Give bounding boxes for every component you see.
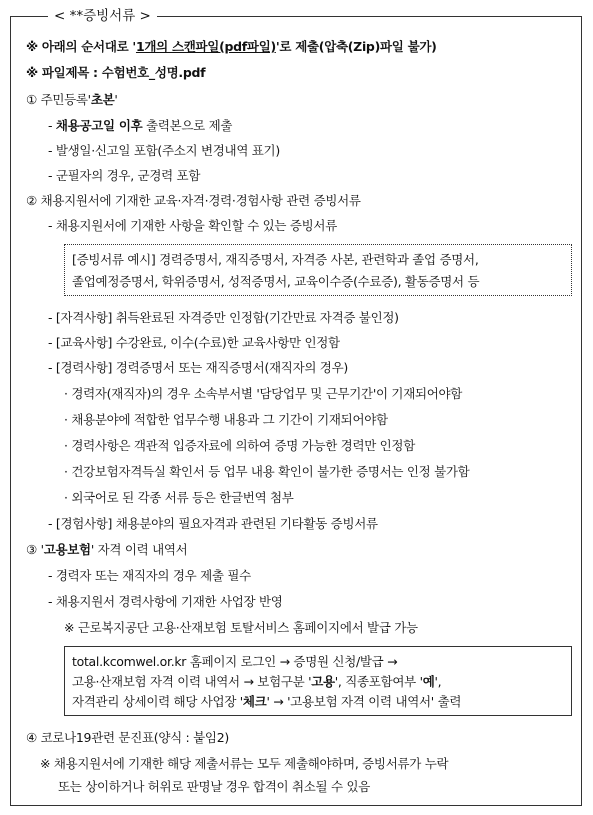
section-2-item-education: - [교육사항] 수강완료, 이수(수료)한 교육사항만 인정함 (48, 335, 340, 350)
section-3-item-1: - 경력자 또는 재직자의 경우 제출 필수 (48, 568, 251, 583)
section-3-item-2: - 채용지원서 경력사항에 기재한 사업장 반영 (48, 594, 283, 609)
career-sub-2: · 채용분야에 적합한 업무수행 내용과 그 기간이 기재되어야함 (64, 412, 388, 427)
career-sub-5: · 외국어로 된 각종 서류 등은 한글번역 첨부 (64, 490, 294, 505)
issuance-steps-line-1: total.kcomwel.or.kr 홈페이지 로그인 → 증명원 신청/발급 → (72, 654, 398, 669)
evidence-example-line-2: 졸업예정증명서, 학위증명서, 성적증명서, 교육이수증(수료증), 활동증명서 등 (72, 274, 480, 289)
section-3-note: ※ 근로복지공단 고용·산재보험 토탈서비스 홈페이지에서 발급 가능 (64, 620, 418, 635)
evidence-example-line-1: [증빙서류 예시] 경력증명서, 재직증명서, 자격증 사본, 관련학과 졸업 증명서, (72, 252, 479, 267)
notice-submit-format: ※ 아래의 순서대로 '1개의 스캔파일(pdf파일)'로 제출(압축(Zip)파일 불가) (26, 39, 437, 54)
section-1-item-3: - 군필자의 경우, 군경력 포함 (48, 168, 201, 183)
final-note-line-2: 또는 상이하거나 허위로 판명날 경우 합격이 취소될 수 있음 (58, 779, 370, 794)
career-sub-1: · 경력자(재직자)의 경우 소속부서별 '담당업무 및 근무기간'이 기재되어야함 (64, 386, 463, 401)
career-sub-4: · 건강보험자격득실 확인서 등 업무 내용 확인이 불가한 증명서는 인정 불가함 (64, 464, 470, 479)
section-2-item-qualification: - [자격사항] 취득완료된 자격증만 인정함(기간만료 자격증 불인정) (48, 310, 399, 325)
section-2-item-career: - [경력사항] 경력증명서 또는 재직증명서(재직자의 경우) (48, 360, 348, 375)
section-2-item-1: - 채용지원서에 기재한 사항을 확인할 수 있는 증빙서류 (48, 218, 337, 233)
section-4-heading: ④ 코로나19관련 문진표(양식 : 붙임2) (26, 730, 229, 745)
section-2-item-experience: - [경험사항] 채용분야의 필요자격과 관련된 기타활동 증빙서류 (48, 516, 378, 531)
final-note-line-1: ※ 채용지원서에 기재한 해당 제출서류는 모두 제출해야하며, 증빙서류가 누락 (40, 756, 449, 771)
notice-file-title: ※ 파일제목 : 수험번호_성명.pdf (26, 65, 206, 80)
section-title: < **증빙서류 > (48, 6, 157, 26)
section-1-item-1: - 채용공고일 이후 출력본으로 제출 (48, 118, 233, 133)
issuance-steps-line-2: 고용·산재보험 자격 이력 내역서 → 보험구분 '고용', 직종포함여부 '예', (72, 674, 442, 689)
section-1-heading: ① 주민등록'초본' (26, 92, 118, 107)
section-2-heading: ② 채용지원서에 기재한 교육·자격·경력·경험사항 관련 증빙서류 (26, 193, 361, 208)
issuance-steps-line-3: 자격관리 상세이력 해당 사업장 '체크' → '고용보험 자격 이력 내역서' 출력 (72, 694, 462, 709)
career-sub-3: · 경력사항은 객관적 입증자료에 의하여 증명 가능한 경력만 인정함 (64, 438, 415, 453)
section-1-item-2: - 발생일·신고일 포함(주소지 변경내역 표기) (48, 143, 280, 158)
section-3-heading: ③ '고용보험' 자격 이력 내역서 (26, 542, 188, 557)
